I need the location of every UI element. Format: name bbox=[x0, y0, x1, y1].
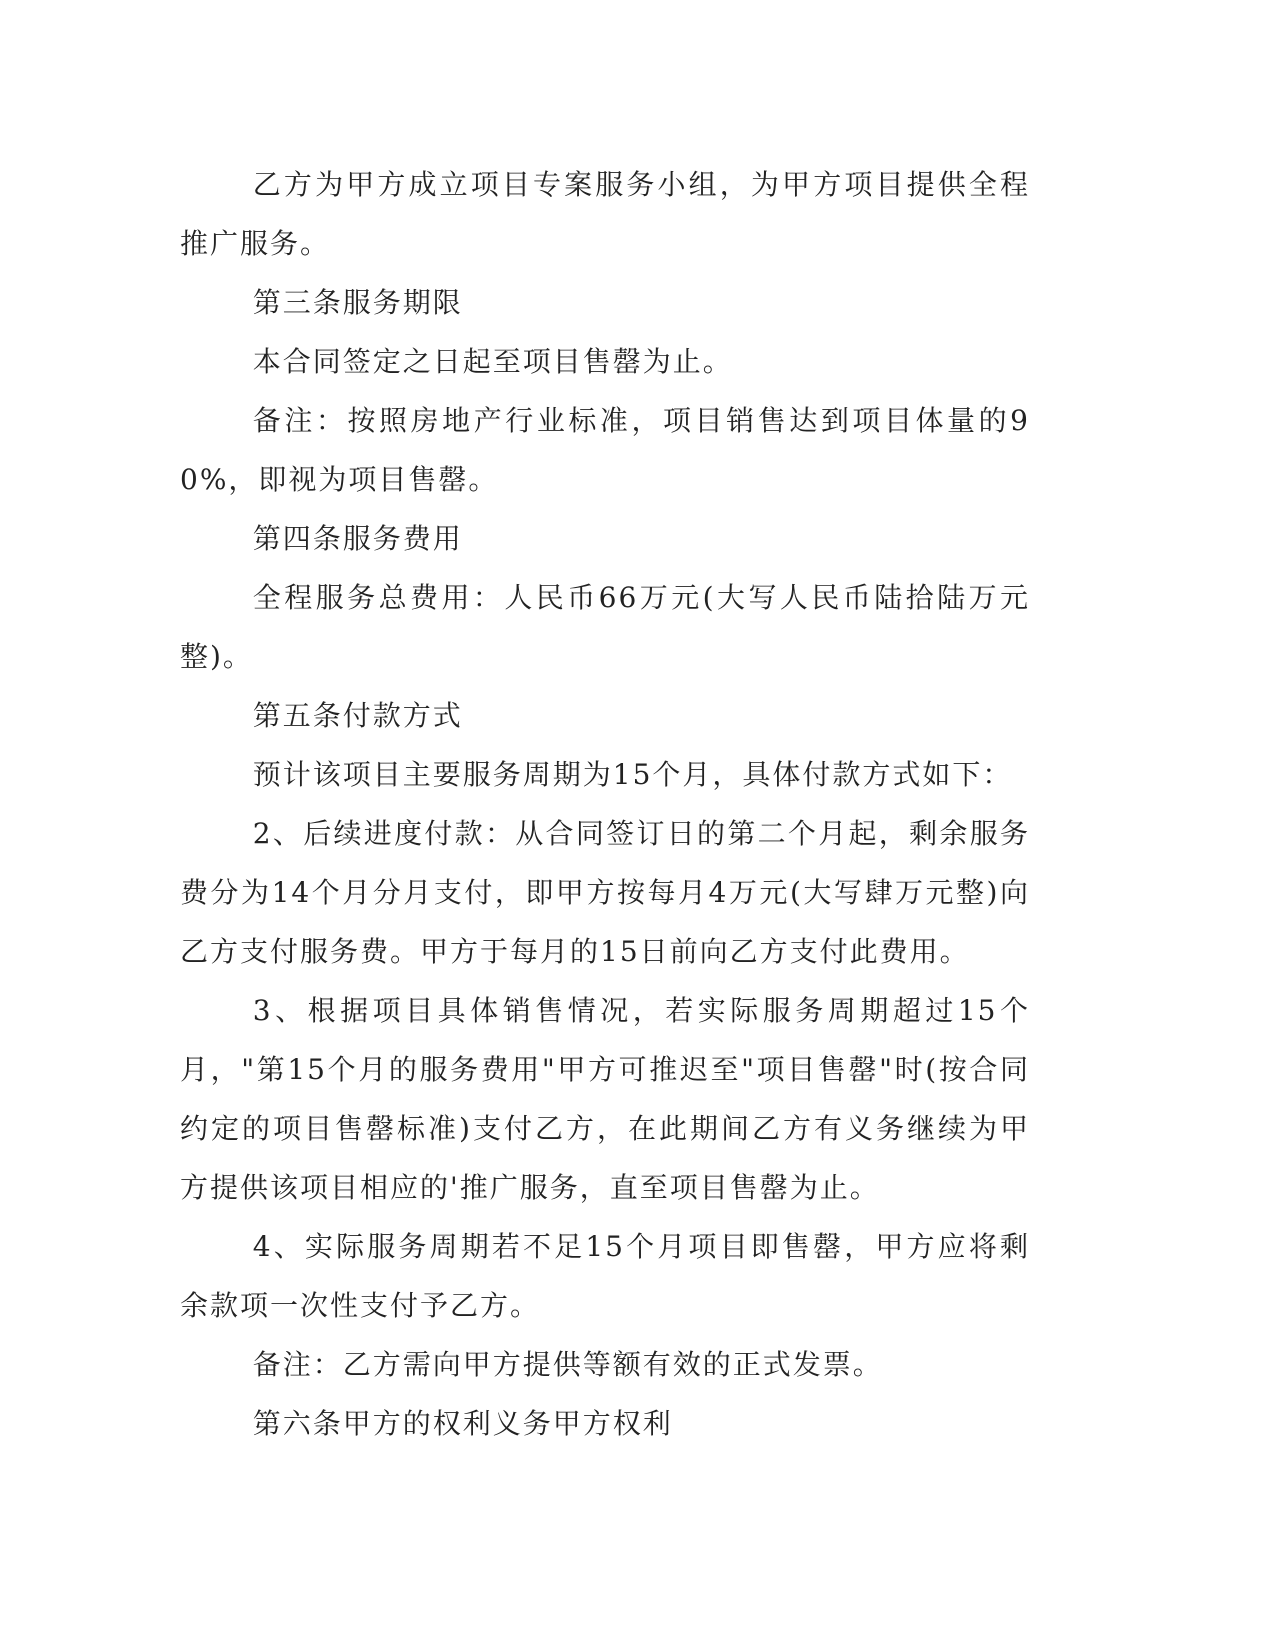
paragraph-term-duration: 本合同签定之日起至项目售罄为止。 bbox=[252, 345, 733, 378]
paragraph-invoice-note: 备注：乙方需向甲方提供等额有效的正式发票。 bbox=[252, 1348, 883, 1381]
document-body bbox=[180, 155, 1030, 1453]
paragraph-payment-item-3: 3、根据项目具体销售情况，若实际服务周期超过15个月，"第15个月的服务费用"甲方可推迟至"项目售罄"时(按合同约定的项目售罄标准)支付乙方，在此期间乙方有义务继续为甲方提供该项目相应的'推广服务，直至项目售罄为止。 bbox=[180, 994, 1030, 1204]
paragraph-payment-item-4: 4、实际服务周期若不足15个月项目即售罄，甲方应将剩余款项一次性支付予乙方。 bbox=[180, 1230, 1030, 1322]
heading-article-5-payment-method: 第五条付款方式 bbox=[252, 699, 463, 732]
paragraph-service-period: 预计该项目主要服务周期为15个月，具体付款方式如下： bbox=[252, 758, 1013, 791]
paragraph-sold-out-note: 备注：按照房地产行业标准，项目销售达到项目体量的90%，即视为项目售罄。 bbox=[180, 404, 1030, 496]
heading-article-4-service-fee: 第四条服务费用 bbox=[252, 522, 463, 555]
heading-article-3-service-term: 第三条服务期限 bbox=[252, 286, 463, 319]
paragraph-payment-item-2: 2、后续进度付款：从合同签订日的第二个月起，剩余服务费分为14个月分月支付，即甲方按每月4万元(大写肆万元整)向乙方支付服务费。甲方于每月的15日前向乙方支付此费用。 bbox=[180, 817, 1030, 968]
paragraph-service-team: 乙方为甲方成立项目专案服务小组，为甲方项目提供全程推广服务。 bbox=[180, 168, 1030, 260]
heading-article-6-party-a-rights: 第六条甲方的权利义务甲方权利 bbox=[252, 1407, 673, 1440]
paragraph-total-fee: 全程服务总费用：人民币66万元(大写人民币陆拾陆万元整)。 bbox=[180, 581, 1030, 673]
